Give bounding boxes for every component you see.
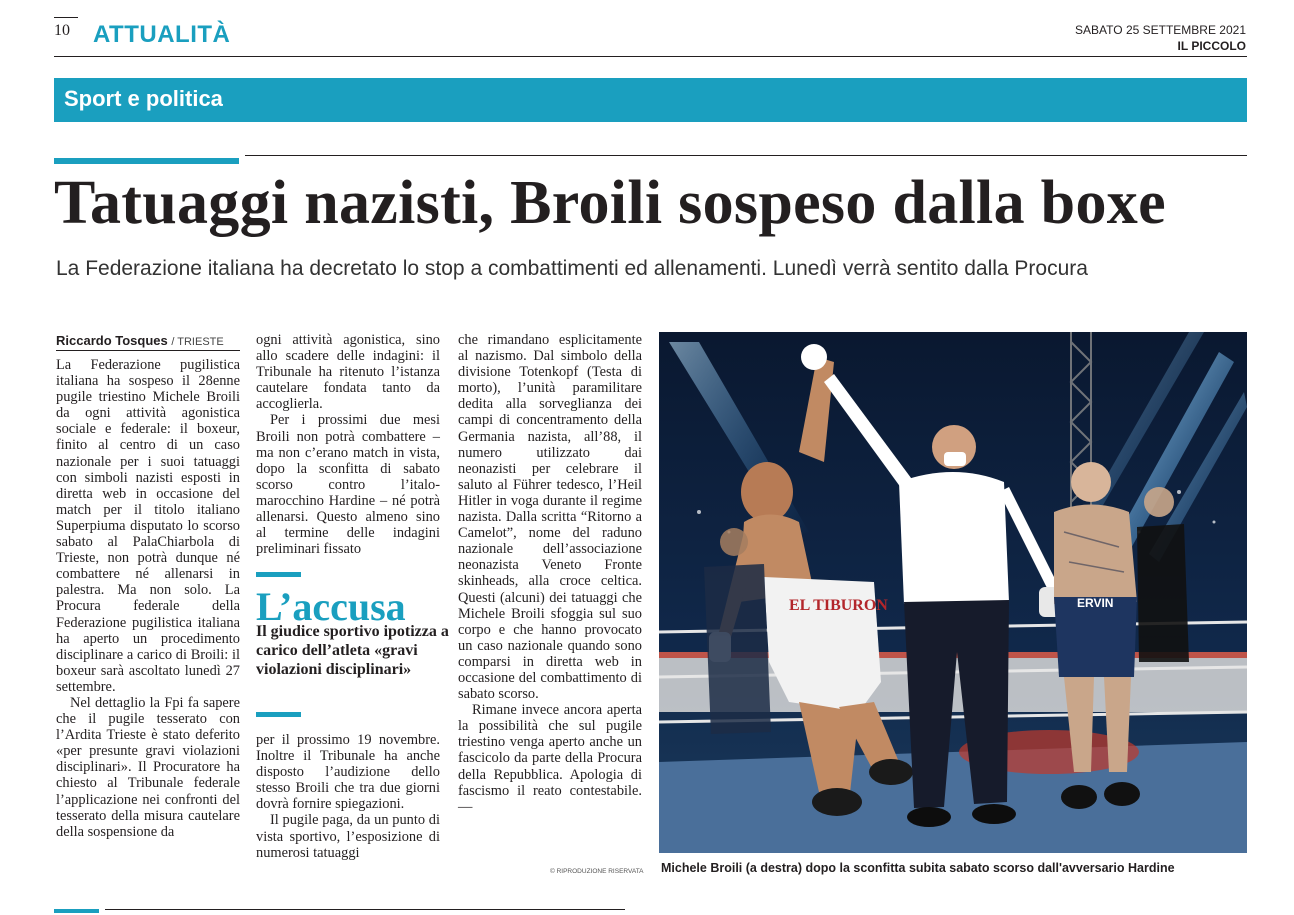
headline-accent-bar [54, 158, 239, 164]
masthead-date [1075, 22, 1246, 54]
paragraph: ogni attività agonistica, sino allo scadere delle indagini: il Tribunale ha ritenuto l’istanza cautelare fondata tanto da accoglierla. [256, 332, 440, 413]
photo-caption: Michele Broili (a destra) dopo la sconfitta subita sabato scorso dall'avversario Hardine [661, 861, 1175, 875]
paragraph: Rimane invece ancora aperta la possibilità che sul pugile triestino venga aperto anche un fascicolo da parte della Procura della Repubblica. Apologia di fascismo il reato contestabile. — [458, 702, 642, 815]
footer-accent-bar [54, 909, 99, 913]
paragraph: Per i prossimi due mesi Broili non potrà combattere – ma non c’erano match in vista, dopo la sconfitta di sabato scorso contro l’italo-marocchino Hardine – né potrà allenarsi. Questo almeno sino al termine delle indagini preliminari fissato [256, 412, 440, 558]
article-column-2-top [256, 332, 440, 557]
paragraph: Il pugile paga, da un punto di vista sportivo, l’esposizione di numerosi tatuaggi [256, 812, 440, 861]
header-rule-left [54, 17, 78, 18]
article-column-3 [458, 332, 642, 815]
section-name: ATTUALITÀ [93, 21, 231, 48]
sidebar-accent-bar-top [256, 572, 301, 577]
trunks-label-left: EL TIBURON [789, 597, 888, 614]
newspaper-name: IL PICCOLO [1177, 39, 1246, 53]
trunks-label-right: ERVIN [1077, 596, 1114, 610]
header-rule [54, 56, 1247, 57]
author-name: Riccardo Tosques [56, 333, 168, 348]
headline-rule [245, 155, 1247, 156]
subheadline: La Federazione italiana ha decretato lo stop a combattimenti ed allenamenti. Lunedì verrà sentito dalla Procura [56, 257, 1088, 280]
banner-label: Sport e politica [64, 86, 223, 111]
article-column-2-bottom [256, 732, 440, 861]
footer-rule [105, 909, 625, 910]
boxing-ring-illustration [659, 332, 1247, 853]
author-city: / TRIESTE [171, 336, 224, 348]
sidebar-accent-bar-bottom [256, 712, 301, 717]
article-column-1 [56, 333, 240, 840]
sidebar-title: L’accusa [256, 584, 406, 629]
headline: Tatuaggi nazisti, Broili sospeso dalla boxe [54, 169, 1166, 237]
date-text: SABATO 25 SETTEMBRE 2021 [1075, 23, 1246, 37]
byline [56, 333, 240, 351]
paragraph: che rimandano esplicitamente al nazismo. Dal simbolo della divisione Totenkopf (Testa di morto), l’unità paramilitare dedita alla sorveglianza dei campi di concentramento della Germania nazista, all’88, il numero utilizzato dai neonazisti per celebrare il saluto al Führer tedesco, l’Heil Hitler in voga durante il regime nazista. Dalla scritta “Ritorno a Camelot”, nome del raduno nazionale dell’associazione neonazista Veneto Fronte skinheads, alla croce celtica. Questi (alcuni) dei tatuaggi che Michele Broili sfoggia sul suo corpo e che hanno provocato un caso nazionale quando sono comparsi in diretta web in occasione del combattimento di sabato scorso. [458, 332, 642, 703]
copyright-note: © RIPRODUZIONE RISERVATA [550, 868, 644, 875]
paragraph: per il prossimo 19 novembre. Inoltre il Tribunale ha anche disposto l’audizione dello stesso Broili che tra due giorni dovrà fornire spiegazioni. [256, 732, 440, 813]
paragraph: Nel dettaglio la Fpi fa sapere che il pugile tesserato con l’Ardita Trieste è stato deferito «per presunte gravi violazioni disciplinari». Il Procuratore ha chiesto al Tribunale federale l’applicazione nei confronti del tesserato della misura cautelare della sospensione da [56, 694, 240, 840]
sidebar-text: Il giudice sportivo ipotizza a carico dell’atleta «gravi violazioni disciplinari» [256, 623, 449, 678]
boxing-photo [659, 332, 1247, 853]
paragraph: La Federazione pugilistica italiana ha sospeso il 28enne pugile triestino Michele Broili da ogni attività agonistica sociale e federale: il boxeur, finito al centro di un caso nazionale per i suoi tatuaggi con simboli nazisti esposti in diretta web in occasione del match per il titolo italiano Superpiuma disputato lo scorso sabato al PalaChiarbola di Trieste, non potrà dunque né combattere né allenarsi in palestra. Ma non solo. La Procura federale della Federazione pugilistica italiana ha aperto un procedimento disciplinare a carico di Broili: il boxeur sarà ascoltato lunedì 27 settembre. [56, 357, 240, 695]
page-number: 10 [54, 22, 70, 39]
section-banner [54, 78, 1247, 122]
